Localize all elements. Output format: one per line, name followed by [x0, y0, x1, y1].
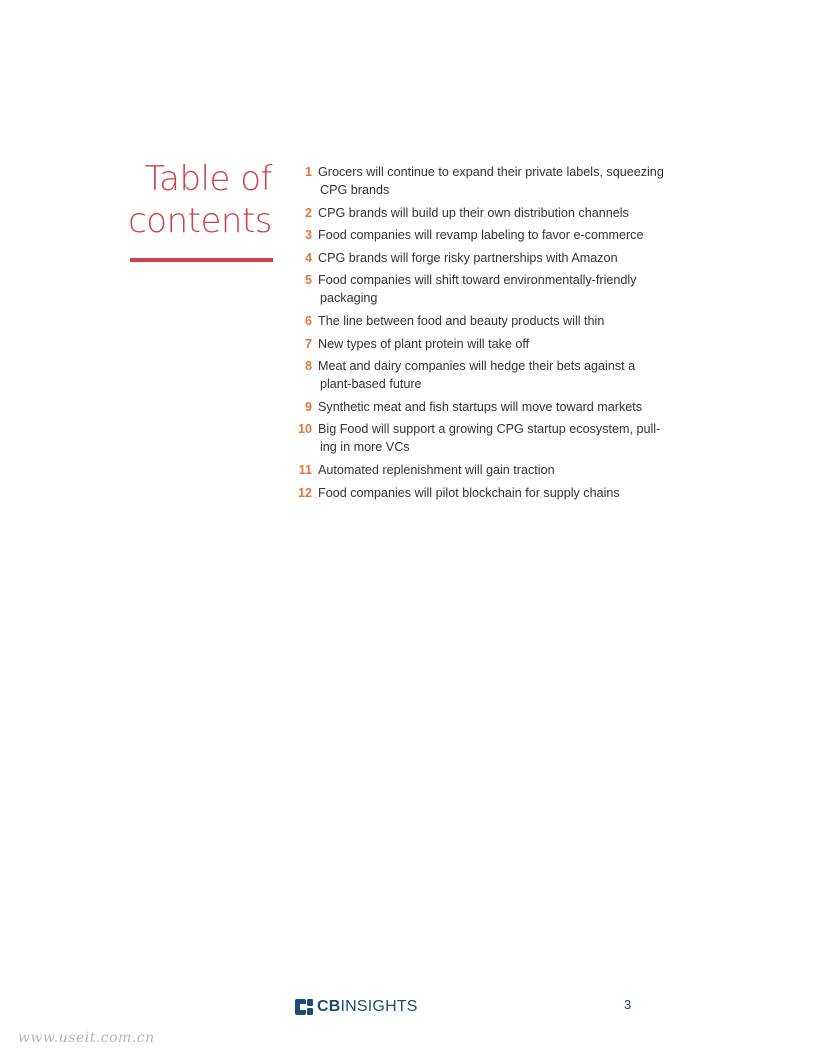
- toc-item-line: The line between food and beauty products will thin: [318, 313, 605, 328]
- toc-item-line-continued: CPG brands: [320, 183, 390, 197]
- toc-item[interactable]: [288, 398, 698, 416]
- toc-item-text: [318, 226, 698, 244]
- toc-item-text: [318, 357, 698, 393]
- toc-item[interactable]: [288, 312, 698, 330]
- toc-item-line: Food companies will pilot blockchain for supply chains: [318, 485, 620, 500]
- toc-item-number: 10: [297, 422, 312, 437]
- toc-item[interactable]: [288, 163, 698, 199]
- toc-item-text: [318, 398, 698, 416]
- toc-item[interactable]: [288, 484, 698, 502]
- toc-item-line: CPG brands will build up their own distribution channels: [318, 205, 629, 220]
- toc-title-line-1: Table of: [144, 159, 272, 199]
- page-number: 3: [624, 997, 632, 1012]
- toc-item-line: Synthetic meat and fish startups will move toward markets: [318, 399, 643, 414]
- toc-item-text: [318, 271, 698, 307]
- toc-item-line-continued: ing in more VCs: [320, 440, 410, 455]
- toc-item-text: [318, 484, 698, 502]
- title-underline: [130, 258, 273, 262]
- toc-item-line: Food companies will revamp labeling to favor e-commerce: [318, 228, 644, 243]
- toc-item-line: Food companies will shift toward environmentally-friendly: [318, 273, 637, 288]
- toc-item-line: Big Food will support a growing CPG startup ecosystem, pull-: [318, 422, 661, 437]
- toc-item-text: [318, 249, 698, 267]
- toc-item-number: 8: [304, 359, 312, 374]
- toc-item-line-continued: packaging: [320, 291, 378, 306]
- toc-item[interactable]: [288, 420, 698, 456]
- toc-item-text: [318, 312, 698, 330]
- toc-item-text: [318, 335, 698, 353]
- logo-wordmark-light: INSIGHTS: [340, 998, 418, 1015]
- cb-insights-logo-icon: [295, 999, 313, 1015]
- toc-item-line: New types of plant protein will take off: [318, 336, 530, 351]
- toc-item-number: 3: [304, 228, 312, 243]
- toc-item-text: [318, 163, 698, 199]
- logo-wordmark: [317, 998, 418, 1016]
- toc-item-text: [318, 420, 698, 456]
- toc-item[interactable]: [288, 204, 698, 222]
- toc-item-number: 12: [297, 485, 312, 500]
- cb-insights-logo: [295, 998, 418, 1016]
- toc-item-number: 4: [304, 250, 312, 265]
- toc-item-line-continued: plant-based future: [320, 377, 422, 392]
- toc-item-line: Grocers will continue to expand their private labels, squeezing: [318, 165, 664, 179]
- toc-item-number: 6: [304, 313, 312, 328]
- toc-item-number: 11: [298, 462, 312, 477]
- toc-item-text: [318, 204, 698, 222]
- toc-item-line: Automated replenishment will gain traction: [318, 462, 555, 477]
- watermark: www.useit.com.cn: [18, 1030, 155, 1046]
- toc-title-line-2: contents: [128, 201, 272, 241]
- toc-item-text: [318, 461, 698, 479]
- logo-wordmark-bold: CB: [317, 998, 341, 1015]
- toc-item-line: CPG brands will forge risky partnerships with Amazon: [318, 250, 618, 265]
- toc-item-number: 1: [304, 165, 312, 179]
- toc-item[interactable]: [288, 461, 698, 479]
- toc-item-number: 7: [304, 336, 312, 351]
- toc-title: [128, 158, 272, 242]
- toc-list: [288, 163, 698, 506]
- toc-item[interactable]: [288, 335, 698, 353]
- toc-item-number: 2: [304, 205, 312, 220]
- toc-item-number: 5: [304, 273, 312, 288]
- toc-item[interactable]: [288, 357, 698, 393]
- toc-item[interactable]: [288, 226, 698, 244]
- toc-item-line: Meat and dairy companies will hedge their bets against a: [318, 359, 636, 374]
- toc-item[interactable]: [288, 271, 698, 307]
- toc-item-number: 9: [304, 399, 312, 414]
- toc-item[interactable]: [288, 249, 698, 267]
